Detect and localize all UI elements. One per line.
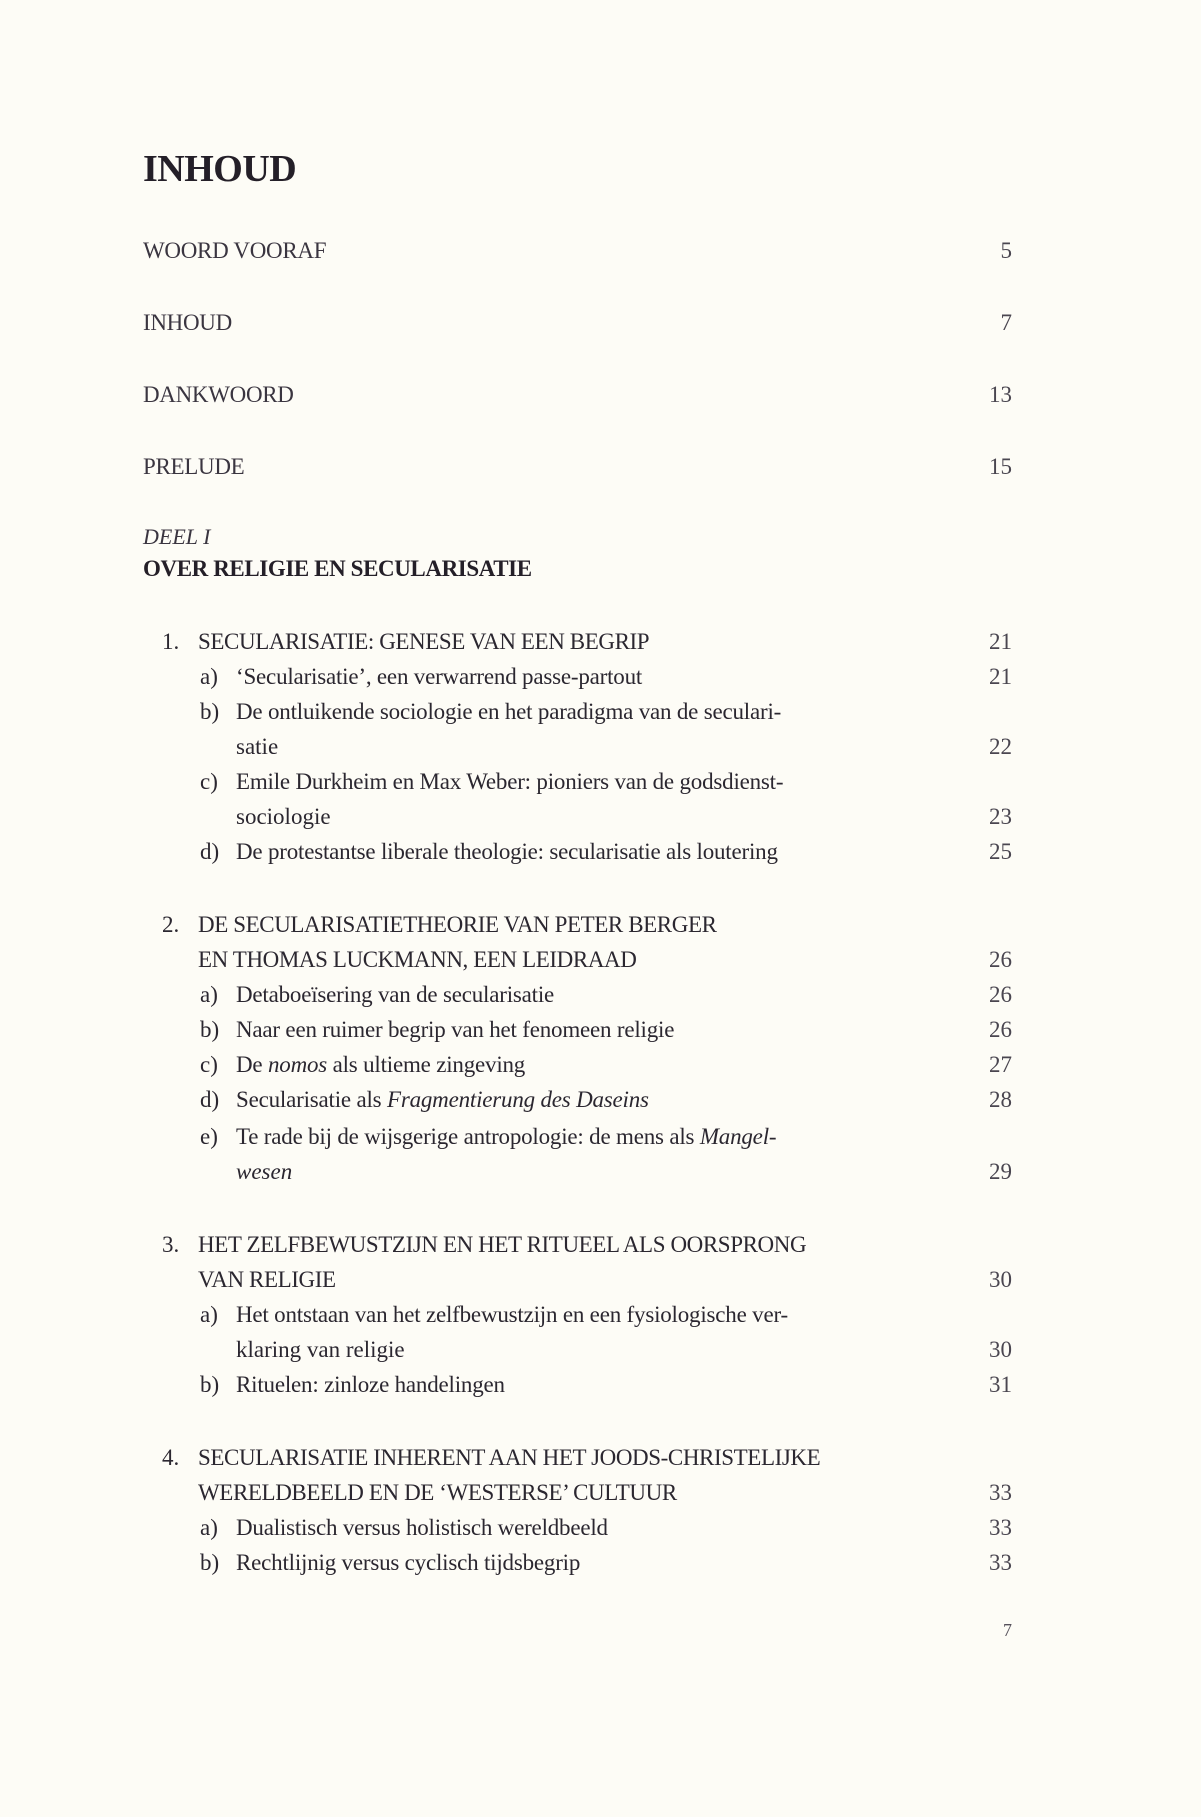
chapter-number: 1. xyxy=(162,629,180,654)
toc-entry-prelude[interactable] xyxy=(0,450,1201,484)
section-title xyxy=(236,1083,649,1117)
text-run: Secularisatie als xyxy=(236,1087,387,1112)
chapter-number: 4. xyxy=(162,1445,180,1470)
toc-section-2b[interactable] xyxy=(0,1013,1201,1047)
toc-section-4a[interactable] xyxy=(0,1511,1201,1545)
toc-chapter-2[interactable] xyxy=(0,908,1201,942)
section-title: Rituelen: zinloze handelingen xyxy=(236,1372,505,1397)
toc-page-number: 21 xyxy=(989,629,1012,654)
section-label: a) xyxy=(200,1302,218,1327)
toc-entry-woord-vooraf[interactable] xyxy=(0,234,1201,268)
chapter-title: SECULARISATIE: GENESE VAN EEN BEGRIP xyxy=(198,629,650,654)
chapter-title: DE SECULARISATIETHEORIE VAN PETER BERGER xyxy=(198,912,717,937)
section-label: b) xyxy=(200,1017,220,1042)
section-title: De protestantse liberale theologie: secularisatie als loutering xyxy=(236,839,778,864)
section-title: Rechtlijnig versus cyclisch tijdsbegrip xyxy=(236,1550,581,1575)
toc-section-1b[interactable] xyxy=(0,695,1201,729)
toc-section-3a-cont[interactable] xyxy=(0,1333,1201,1367)
toc-section-1b-cont[interactable] xyxy=(0,730,1201,764)
section-title xyxy=(236,1048,525,1082)
toc-section-2d[interactable] xyxy=(0,1083,1201,1117)
section-title: ‘Secularisatie’, een verwarrend passe-partout xyxy=(236,664,643,689)
section-label: c) xyxy=(200,1052,218,1077)
toc-page-number: 27 xyxy=(989,1052,1012,1077)
toc-page-number: 33 xyxy=(989,1515,1012,1540)
toc-section-1c-cont[interactable] xyxy=(0,800,1201,834)
page-title: INHOUD xyxy=(143,148,297,190)
italic-term: nomos xyxy=(267,1052,328,1077)
toc-page-number: 25 xyxy=(989,839,1012,864)
section-title: De ontluikende sociologie en het paradigma van de seculari- xyxy=(236,699,782,724)
section-title-continued: satie xyxy=(236,734,279,759)
section-label: a) xyxy=(200,982,218,1007)
text-run: De xyxy=(236,1052,268,1077)
toc-section-2e-cont[interactable] xyxy=(0,1155,1201,1189)
section-label: b) xyxy=(200,699,220,724)
toc-page-number: 7 xyxy=(1000,310,1012,335)
chapter-title: HET ZELFBEWUSTZIJN EN HET RITUEEL ALS OORSPRONG xyxy=(198,1232,807,1257)
section-label: b) xyxy=(200,1550,220,1575)
section-title: Detaboeïsering van de secularisatie xyxy=(236,982,555,1007)
toc-page-number: 26 xyxy=(989,1017,1012,1042)
toc-chapter-1[interactable] xyxy=(0,625,1201,659)
toc-entry-dankwoord[interactable] xyxy=(0,378,1201,412)
toc-page-number: 30 xyxy=(989,1267,1012,1292)
chapter-title-continued: EN THOMAS LUCKMANN, EEN LEIDRAAD xyxy=(198,947,637,972)
toc-page-number: 15 xyxy=(989,454,1012,479)
chapter-title: SECULARISATIE INHERENT AAN HET JOODS-CHRISTELIJKE xyxy=(198,1445,821,1470)
toc-page-number: 33 xyxy=(989,1550,1012,1575)
chapter-title-continued: WERELDBEELD EN DE ‘WESTERSE’ CULTUUR xyxy=(198,1480,677,1505)
toc-chapter-2-cont[interactable] xyxy=(0,943,1201,977)
toc-entry-label: WOORD VOORAF xyxy=(143,238,327,263)
toc-section-4b[interactable] xyxy=(0,1546,1201,1580)
toc-page-number: 33 xyxy=(989,1480,1012,1505)
toc-page-number: 22 xyxy=(989,734,1012,759)
chapter-number: 3. xyxy=(162,1232,180,1257)
section-label: c) xyxy=(200,769,218,794)
chapter-number: 2. xyxy=(162,912,180,937)
toc-section-2c[interactable] xyxy=(0,1048,1201,1082)
toc-section-1a[interactable] xyxy=(0,660,1201,694)
section-title xyxy=(236,1120,776,1154)
toc-entry-label: INHOUD xyxy=(143,310,232,335)
toc-page-number: 23 xyxy=(989,804,1012,829)
section-title: Het ontstaan van het zelfbewustzijn en een fysiologische ver- xyxy=(236,1302,788,1327)
text-run: Te rade bij de wijsgerige antropologie: de mens als xyxy=(236,1124,700,1149)
toc-section-2a[interactable] xyxy=(0,978,1201,1012)
toc-page-number: 30 xyxy=(989,1337,1012,1362)
toc-chapter-4[interactable] xyxy=(0,1441,1201,1475)
section-title-continued: wesen xyxy=(236,1159,293,1184)
toc-page-number: 26 xyxy=(989,947,1012,972)
toc-section-1d[interactable] xyxy=(0,835,1201,869)
section-label: b) xyxy=(200,1372,220,1397)
toc-chapter-3[interactable] xyxy=(0,1228,1201,1262)
section-label: d) xyxy=(200,839,220,864)
toc-section-3a[interactable] xyxy=(0,1298,1201,1332)
italic-term: Mangel- xyxy=(699,1124,777,1149)
toc-page-number: 28 xyxy=(989,1087,1012,1112)
toc-page-number: 26 xyxy=(989,982,1012,1007)
toc-entry-inhoud[interactable] xyxy=(0,306,1201,340)
chapter-title-continued: VAN RELIGIE xyxy=(198,1267,336,1292)
toc-chapter-3-cont[interactable] xyxy=(0,1263,1201,1297)
toc-page-number: 29 xyxy=(989,1159,1012,1184)
section-label: e) xyxy=(200,1124,218,1149)
section-label: a) xyxy=(200,1515,218,1540)
toc-chapter-4-cont[interactable] xyxy=(0,1476,1201,1510)
section-title-continued: sociologie xyxy=(236,804,331,829)
toc-entry-label: PRELUDE xyxy=(143,454,245,479)
section-title: Naar een ruimer begrip van het fenomeen religie xyxy=(236,1017,675,1042)
toc-page-number: 13 xyxy=(989,382,1012,407)
toc-entry-label: DANKWOORD xyxy=(143,382,294,407)
section-label: d) xyxy=(200,1087,220,1112)
toc-page-number: 21 xyxy=(989,664,1012,689)
section-title: Dualistisch versus holistisch wereldbeeld xyxy=(236,1515,608,1540)
section-title-continued: klaring van religie xyxy=(236,1337,405,1362)
toc-section-2e[interactable] xyxy=(0,1120,1201,1154)
toc-section-1c[interactable] xyxy=(0,765,1201,799)
page-folio: 7 xyxy=(1003,1620,1012,1640)
section-title: Emile Durkheim en Max Weber: pioniers van de godsdienst- xyxy=(236,769,784,794)
section-label: a) xyxy=(200,664,218,689)
part-title: OVER RELIGIE EN SECULARISATIE xyxy=(143,556,532,581)
text-run: als ultieme zingeving xyxy=(327,1052,526,1077)
toc-page-number: 5 xyxy=(1000,238,1012,263)
italic-term: Fragmentierung des Daseins xyxy=(386,1087,649,1112)
part-label: DEEL I xyxy=(143,524,211,549)
toc-page-number: 31 xyxy=(989,1372,1012,1397)
toc-section-3b[interactable] xyxy=(0,1368,1201,1402)
